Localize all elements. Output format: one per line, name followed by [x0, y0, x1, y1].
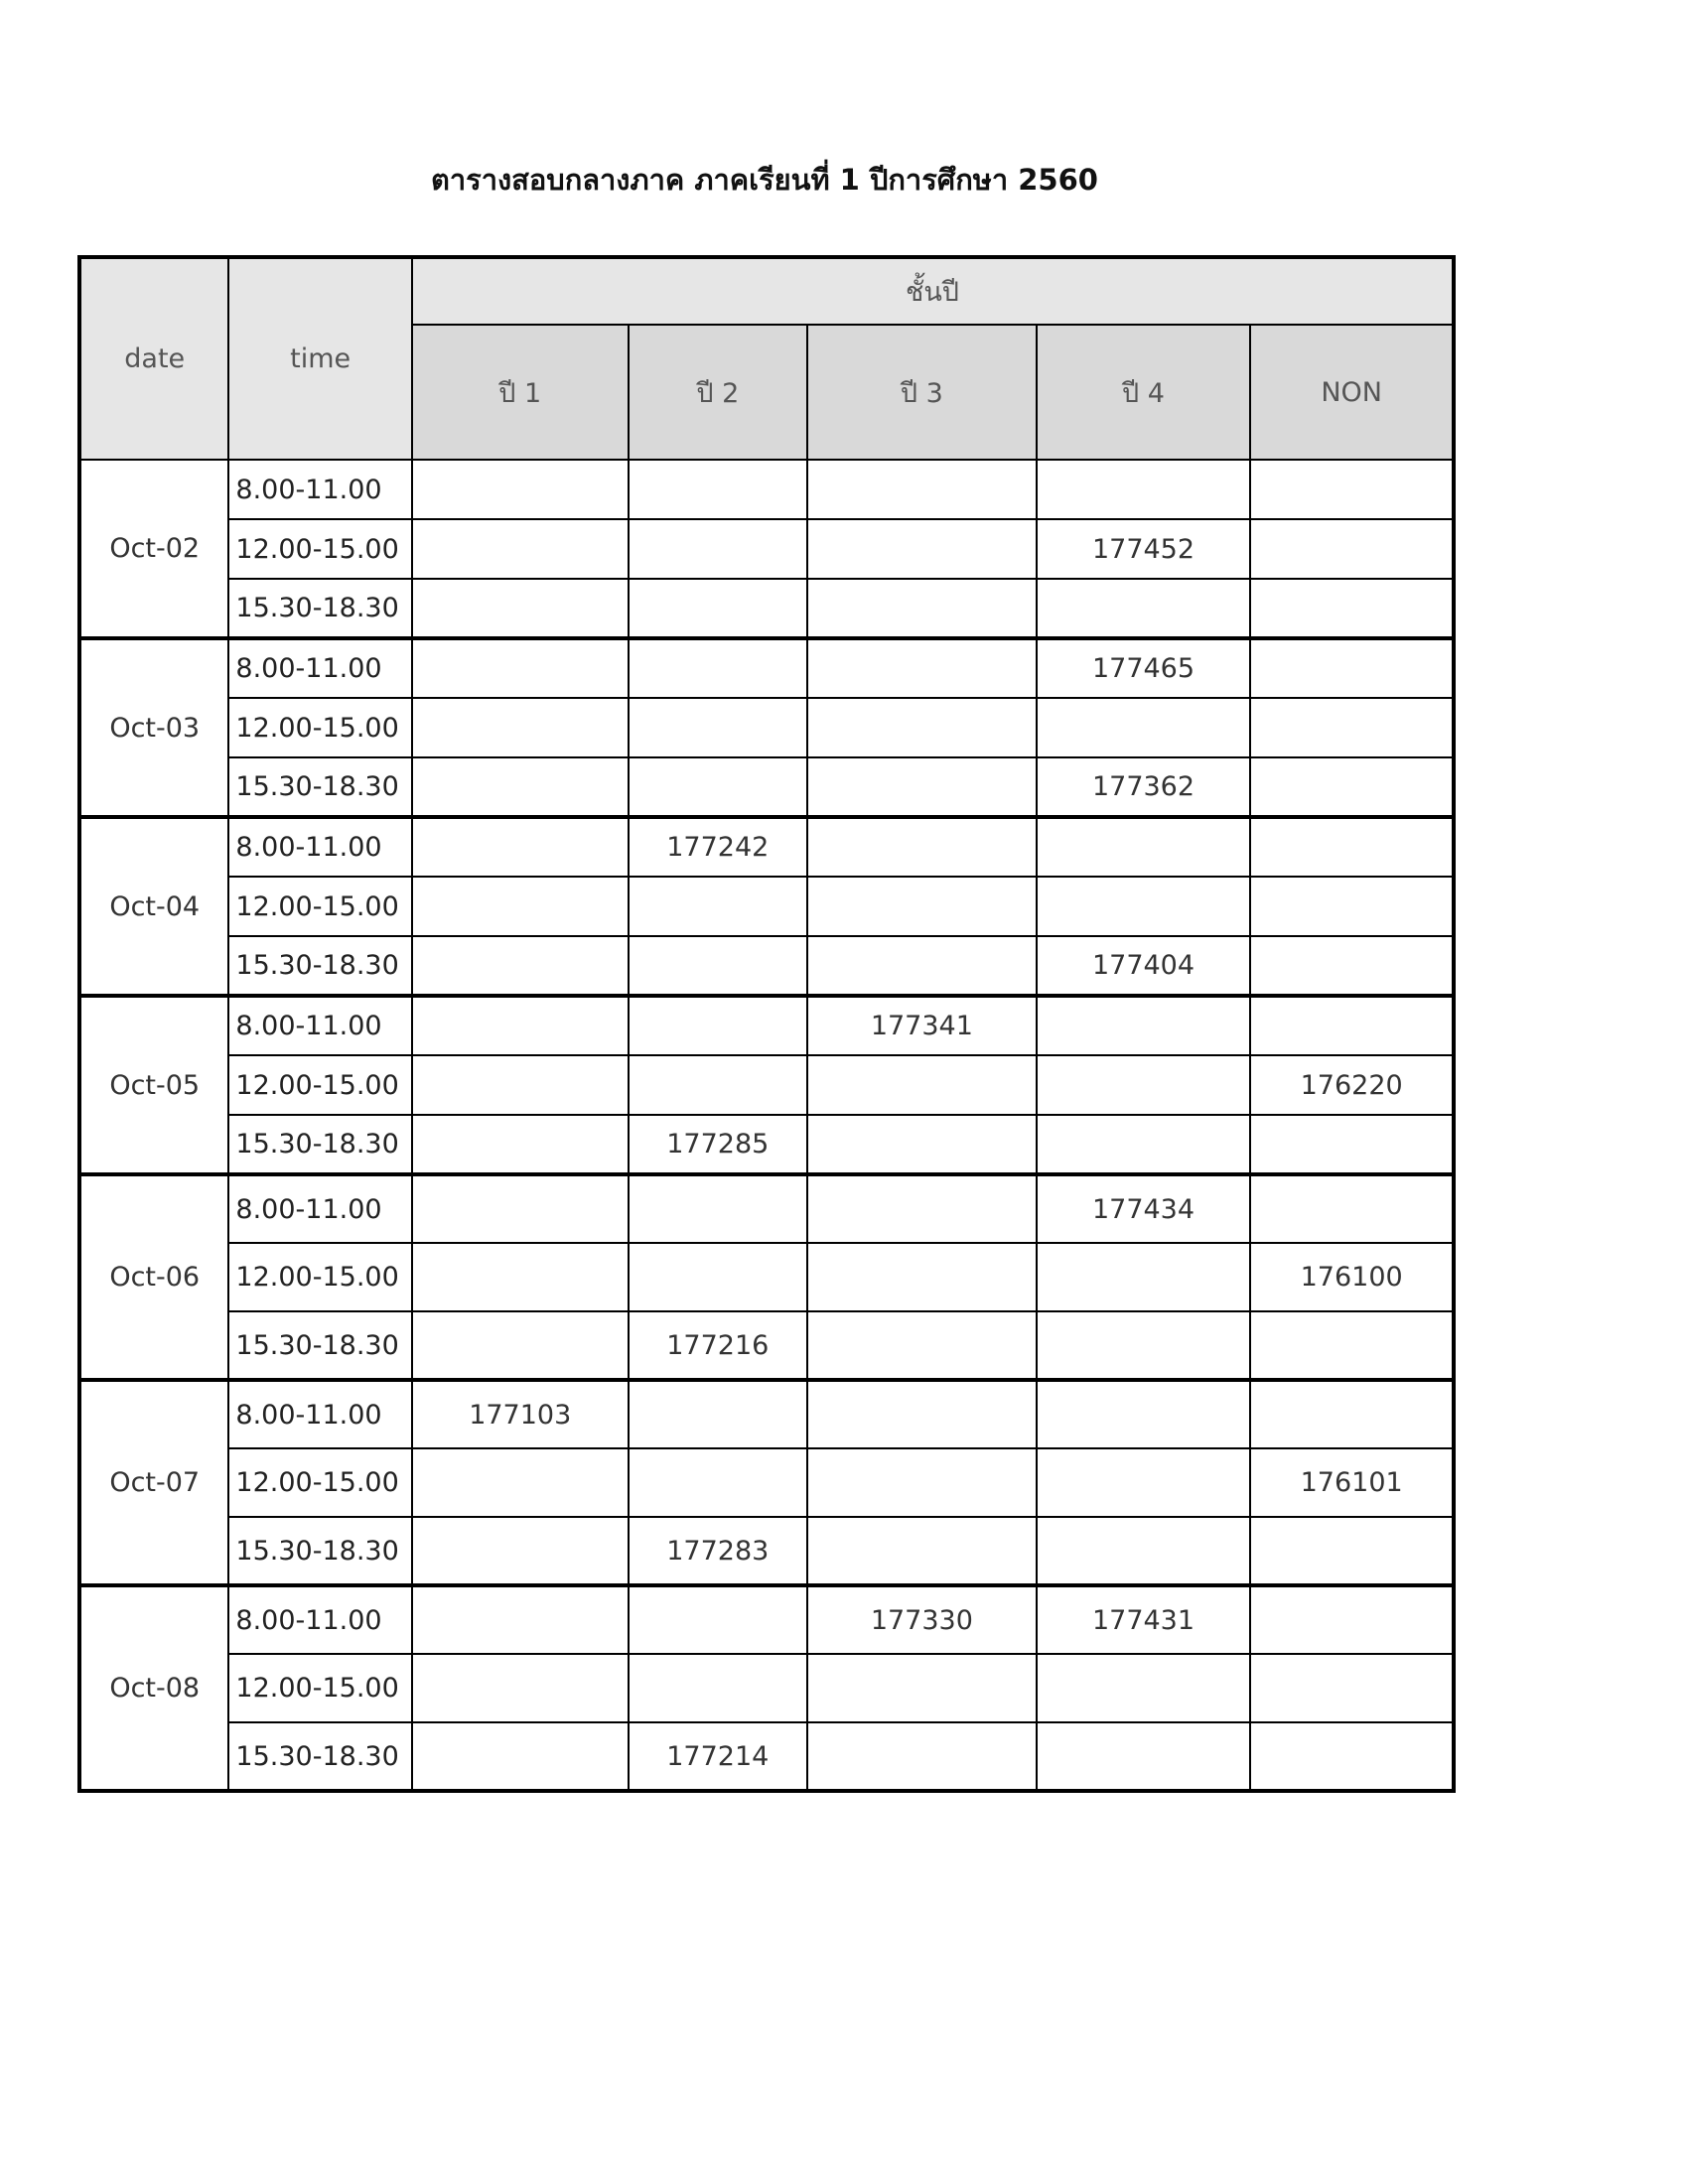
- time-cell: 15.30-18.30: [228, 757, 412, 817]
- course-code-cell: [807, 1517, 1037, 1585]
- course-code-cell: 177362: [1037, 757, 1251, 817]
- table-row: [79, 1448, 1454, 1517]
- course-code-cell: [1037, 1722, 1251, 1791]
- table-row: [79, 579, 1454, 638]
- table-row: [79, 1380, 1454, 1448]
- time-cell: 8.00-11.00: [228, 638, 412, 698]
- table-row: [79, 698, 1454, 757]
- course-code-cell: [807, 1115, 1037, 1174]
- time-cell: 15.30-18.30: [228, 1722, 412, 1791]
- course-code-cell: [1250, 996, 1454, 1055]
- course-code-cell: [629, 638, 808, 698]
- table-row: [79, 877, 1454, 936]
- course-code-cell: [807, 1055, 1037, 1115]
- course-code-cell: [412, 996, 629, 1055]
- time-cell: 15.30-18.30: [228, 1115, 412, 1174]
- course-code-cell: [807, 1311, 1037, 1380]
- time-cell: 8.00-11.00: [228, 1380, 412, 1448]
- course-code-cell: [412, 460, 629, 519]
- course-code-cell: [1037, 1115, 1251, 1174]
- course-code-cell: 177242: [629, 817, 808, 877]
- time-cell: 8.00-11.00: [228, 817, 412, 877]
- time-cell: 12.00-15.00: [228, 519, 412, 579]
- course-code-cell: [412, 1174, 629, 1243]
- table-row: [79, 1517, 1454, 1585]
- course-code-cell: [807, 1654, 1037, 1722]
- course-code-cell: 177214: [629, 1722, 808, 1791]
- table-row: [79, 936, 1454, 996]
- course-code-cell: 177341: [807, 996, 1037, 1055]
- course-code-cell: [1037, 1380, 1251, 1448]
- table-row: [79, 996, 1454, 1055]
- course-code-cell: [807, 519, 1037, 579]
- course-code-cell: [629, 1448, 808, 1517]
- course-code-cell: [629, 579, 808, 638]
- time-column-header: time: [228, 257, 412, 460]
- year-2-header: ปี 2: [629, 325, 808, 460]
- course-code-cell: [412, 936, 629, 996]
- time-cell: 8.00-11.00: [228, 1585, 412, 1654]
- table-row: [79, 1311, 1454, 1380]
- date-column-header: date: [79, 257, 228, 460]
- time-cell: 12.00-15.00: [228, 1055, 412, 1115]
- course-code-cell: [412, 519, 629, 579]
- year-3-header: ปี 3: [807, 325, 1037, 460]
- course-code-cell: [412, 1654, 629, 1722]
- time-cell: 8.00-11.00: [228, 1174, 412, 1243]
- course-code-cell: [1250, 460, 1454, 519]
- course-code-cell: [629, 698, 808, 757]
- course-code-cell: [1250, 1722, 1454, 1791]
- course-code-cell: [629, 877, 808, 936]
- time-cell: 8.00-11.00: [228, 460, 412, 519]
- table-row: [79, 1722, 1454, 1791]
- course-code-cell: [1037, 460, 1251, 519]
- course-code-cell: [412, 1311, 629, 1380]
- course-code-cell: [1250, 1380, 1454, 1448]
- table-row: [79, 1243, 1454, 1311]
- course-code-cell: [412, 1448, 629, 1517]
- course-code-cell: [807, 936, 1037, 996]
- course-code-cell: [1250, 936, 1454, 996]
- time-cell: 15.30-18.30: [228, 1311, 412, 1380]
- table-row: [79, 817, 1454, 877]
- date-cell: Oct-08: [79, 1585, 228, 1791]
- course-code-cell: [807, 460, 1037, 519]
- course-code-cell: [807, 698, 1037, 757]
- course-code-cell: [1037, 1448, 1251, 1517]
- course-code-cell: 177285: [629, 1115, 808, 1174]
- date-cell: Oct-04: [79, 817, 228, 996]
- course-code-cell: [1037, 698, 1251, 757]
- course-code-cell: [1037, 1654, 1251, 1722]
- course-code-cell: [412, 1115, 629, 1174]
- course-code-cell: [412, 579, 629, 638]
- course-code-cell: [629, 936, 808, 996]
- course-code-cell: [629, 757, 808, 817]
- course-code-cell: [1250, 1654, 1454, 1722]
- course-code-cell: [412, 817, 629, 877]
- course-code-cell: [1250, 1517, 1454, 1585]
- course-code-cell: [1250, 817, 1454, 877]
- course-code-cell: [412, 698, 629, 757]
- course-code-cell: [629, 460, 808, 519]
- course-code-cell: 176100: [1250, 1243, 1454, 1311]
- course-code-cell: [1250, 638, 1454, 698]
- course-code-cell: [807, 1380, 1037, 1448]
- course-code-cell: 176220: [1250, 1055, 1454, 1115]
- table-body: [79, 460, 1454, 1791]
- course-code-cell: [629, 1585, 808, 1654]
- course-code-cell: [807, 1243, 1037, 1311]
- course-code-cell: [1037, 1311, 1251, 1380]
- course-code-cell: [1250, 1585, 1454, 1654]
- course-code-cell: 177216: [629, 1311, 808, 1380]
- exam-schedule-table: [77, 255, 1456, 1793]
- date-cell: Oct-06: [79, 1174, 228, 1380]
- course-code-cell: 177434: [1037, 1174, 1251, 1243]
- course-code-cell: [1037, 1517, 1251, 1585]
- date-cell: Oct-02: [79, 460, 228, 638]
- table-row: [79, 1654, 1454, 1722]
- table-row: [79, 638, 1454, 698]
- course-code-cell: [629, 996, 808, 1055]
- course-code-cell: [412, 1243, 629, 1311]
- table-header: [79, 257, 1454, 460]
- course-code-cell: [629, 1174, 808, 1243]
- course-code-cell: [629, 1243, 808, 1311]
- year-group-header: ชั้นปี: [412, 257, 1454, 325]
- course-code-cell: [412, 877, 629, 936]
- time-cell: 12.00-15.00: [228, 1243, 412, 1311]
- course-code-cell: 177103: [412, 1380, 629, 1448]
- course-code-cell: [629, 1055, 808, 1115]
- course-code-cell: [1250, 757, 1454, 817]
- table-row: [79, 1055, 1454, 1115]
- course-code-cell: 177404: [1037, 936, 1251, 996]
- course-code-cell: [1037, 1243, 1251, 1311]
- time-cell: 12.00-15.00: [228, 877, 412, 936]
- course-code-cell: [1037, 579, 1251, 638]
- course-code-cell: [412, 1517, 629, 1585]
- year-1-header: ปี 1: [412, 325, 629, 460]
- time-cell: 8.00-11.00: [228, 996, 412, 1055]
- course-code-cell: [807, 757, 1037, 817]
- time-cell: 15.30-18.30: [228, 1517, 412, 1585]
- table-row: [79, 1115, 1454, 1174]
- course-code-cell: [1250, 877, 1454, 936]
- course-code-cell: 176101: [1250, 1448, 1454, 1517]
- time-cell: 12.00-15.00: [228, 698, 412, 757]
- course-code-cell: [1250, 1174, 1454, 1243]
- course-code-cell: [1037, 817, 1251, 877]
- course-code-cell: [1250, 579, 1454, 638]
- course-code-cell: [629, 519, 808, 579]
- course-code-cell: [412, 1055, 629, 1115]
- date-cell: Oct-03: [79, 638, 228, 817]
- date-cell: Oct-05: [79, 996, 228, 1174]
- time-cell: 12.00-15.00: [228, 1448, 412, 1517]
- course-code-cell: [807, 1448, 1037, 1517]
- course-code-cell: [1250, 519, 1454, 579]
- course-code-cell: 177465: [1037, 638, 1251, 698]
- table-row: [79, 460, 1454, 519]
- date-cell: Oct-07: [79, 1380, 228, 1585]
- course-code-cell: 177283: [629, 1517, 808, 1585]
- table-row: [79, 519, 1454, 579]
- course-code-cell: [807, 1722, 1037, 1791]
- course-code-cell: [629, 1380, 808, 1448]
- year-4-header: ปี 4: [1037, 325, 1251, 460]
- course-code-cell: [1250, 1115, 1454, 1174]
- course-code-cell: [1250, 1311, 1454, 1380]
- document-title: ตารางสอบกลางภาค ภาคเรียนที่ 1 ปีการศึกษา 2560: [431, 163, 1098, 197]
- course-code-cell: [807, 579, 1037, 638]
- course-code-cell: [1250, 698, 1454, 757]
- course-code-cell: [1037, 1055, 1251, 1115]
- course-code-cell: [807, 877, 1037, 936]
- time-cell: 12.00-15.00: [228, 1654, 412, 1722]
- course-code-cell: [412, 757, 629, 817]
- table-row: [79, 1174, 1454, 1243]
- course-code-cell: [629, 1654, 808, 1722]
- table-row: [79, 1585, 1454, 1654]
- course-code-cell: [412, 638, 629, 698]
- course-code-cell: 177431: [1037, 1585, 1251, 1654]
- course-code-cell: [807, 638, 1037, 698]
- time-cell: 15.30-18.30: [228, 579, 412, 638]
- table-row: [79, 757, 1454, 817]
- course-code-cell: 177452: [1037, 519, 1251, 579]
- course-code-cell: [807, 817, 1037, 877]
- non-header: NON: [1250, 325, 1454, 460]
- course-code-cell: [412, 1585, 629, 1654]
- time-cell: 15.30-18.30: [228, 936, 412, 996]
- course-code-cell: 177330: [807, 1585, 1037, 1654]
- course-code-cell: [807, 1174, 1037, 1243]
- course-code-cell: [1037, 996, 1251, 1055]
- course-code-cell: [412, 1722, 629, 1791]
- course-code-cell: [1037, 877, 1251, 936]
